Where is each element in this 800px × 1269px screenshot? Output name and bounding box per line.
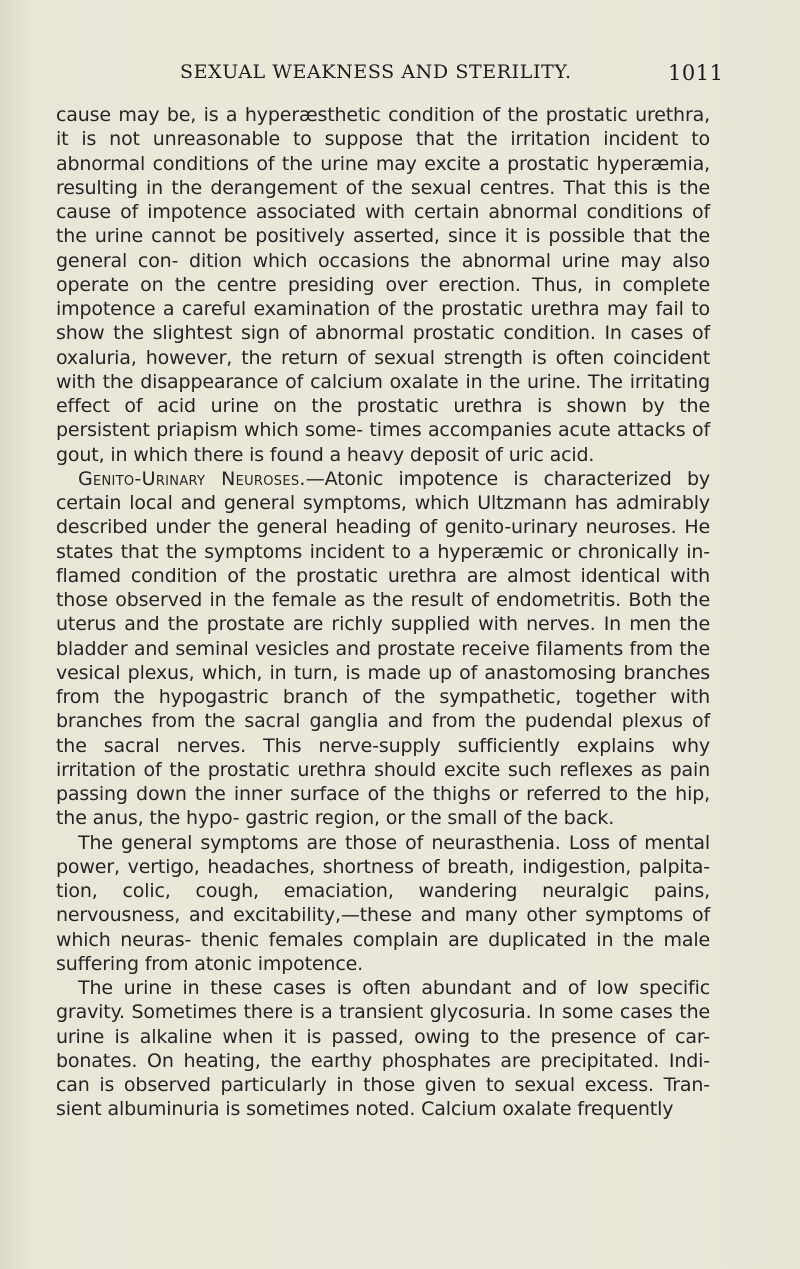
paragraph-genito-urinary-neuroses bbox=[56, 467, 710, 831]
running-head: SEXUAL WEAKNESS AND STERILITY. bbox=[180, 61, 572, 83]
body-text bbox=[56, 103, 710, 1122]
section-heading: Genito-Urinary Neuroses. bbox=[78, 467, 306, 490]
paragraph-text: —Atonic impotence is characterized by certain local and general symptoms, which Ultzmann has admirably described under the general heading of genito-urinary neuroses. He states that the symptoms incident to a hyperæmic or chronically in- flamed condition of the prostatic urethra are almost identical with those observed in the female as the result of endometritis. Both the uterus and the prostate are richly supplied with nerves. In men the bladder and seminal vesicles and prostate receive filaments from the vesical plexus, which, in turn, is made up of anastomosing branches from the hypogastric branch of the sympathetic, together with branches from the sacral ganglia and from the pudendal plexus of the sacral nerves. This nerve-supply sufficiently explains why irritation of the prostatic urethra should excite such reflexes as pain passing down the inner surface of the thighs or referred to the hip, the anus, the hypo- gastric region, or the small of the back. bbox=[56, 467, 710, 830]
paragraph-continuation: cause may be, is a hyperæsthetic condition of the prostatic urethra, it is not unreasonable to suppose that the irritation incident to abnormal conditions of the urine may excite a prostatic hyperæmia, resulting in the derangement of the sexual centres. That this is the cause of impotence associated with certain abnormal conditions of the urine cannot be positively asserted, since it is possible that the general con- dition which occasions the abnormal urine may also operate on the centre presiding over erection. Thus, in complete impotence a careful examination of the prostatic urethra may fail to show the slightest sign of abnormal prostatic condition. In cases of oxaluria, however, the return of sexual strength is often coincident with the disappearance of calcium oxalate in the urine. The irritating effect of acid urine on the prostatic urethra is shown by the persistent priapism which some- times accompanies acute attacks of gout, in which there is found a heavy deposit of uric acid. bbox=[56, 104, 710, 466]
page-number: 1011 bbox=[668, 61, 724, 85]
paragraph-general-symptoms: The general symptoms are those of neurasthenia. Loss of mental power, vertigo, headaches, shortness of breath, indigestion, palpita- tion, colic, cough, emaciation, wandering neuralgic pains, nervousness, and excitability,—these and many other symptoms of which neuras- thenic females complain are duplicated in the male suffering from atonic impotence. bbox=[56, 831, 710, 975]
page-header bbox=[0, 61, 800, 91]
paragraph-urine: The urine in these cases is often abundant and of low specific gravity. Sometimes there is a transient glycosuria. In some cases the urine is alkaline when it is passed, owing to the presence of car- bonates. On heating, the earthy phosphates are precipitated. Indi- can is observed particularly in those given to sexual excess. Tran- sient albuminuria is sometimes noted. Calcium oxalate frequently bbox=[56, 977, 710, 1121]
